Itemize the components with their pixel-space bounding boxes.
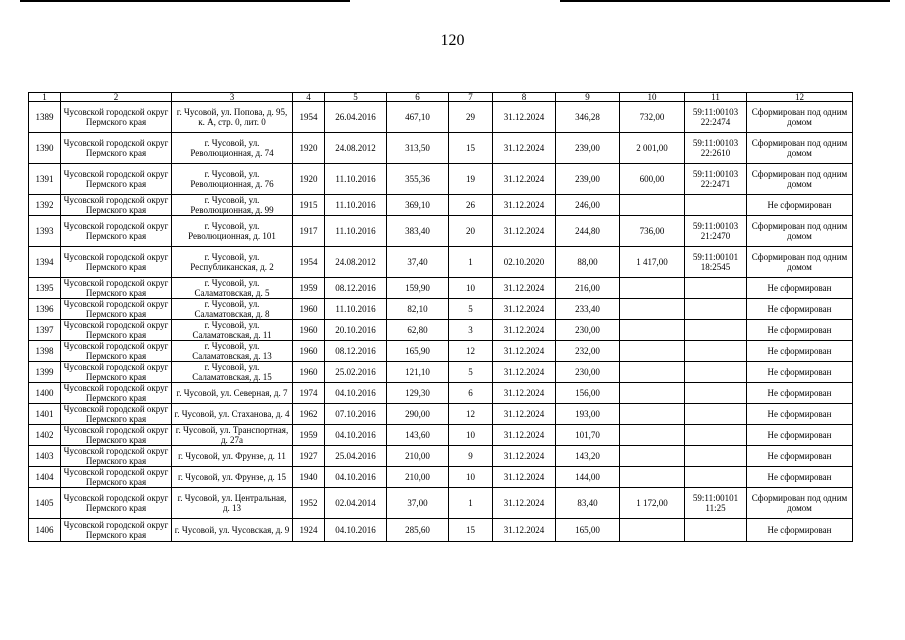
date-registered-cell: 02.04.2014 bbox=[325, 488, 387, 519]
year-built-cell: 1962 bbox=[293, 404, 325, 425]
owner-cell: Чусовской городской округ Пермского края bbox=[61, 425, 172, 446]
residents-cell: 20 bbox=[449, 216, 493, 247]
row-number-cell: 1390 bbox=[29, 133, 61, 164]
table-row bbox=[29, 341, 853, 362]
address-cell: г. Чусовой, ул. Саламатовская, д. 5 bbox=[172, 278, 293, 299]
land-area-cell: 1 172,00 bbox=[620, 488, 685, 519]
land-status-cell: Не сформирован bbox=[747, 299, 853, 320]
column-number-cell: 11 bbox=[685, 93, 747, 102]
total-area-cell: 210,00 bbox=[387, 467, 449, 488]
table-row bbox=[29, 320, 853, 341]
owner-cell: Чусовской городской округ Пермского края bbox=[61, 195, 172, 216]
table-row bbox=[29, 404, 853, 425]
total-area-cell: 37,40 bbox=[387, 247, 449, 278]
row-number-cell: 1389 bbox=[29, 102, 61, 133]
year-built-cell: 1954 bbox=[293, 247, 325, 278]
owner-cell: Чусовской городской округ Пермского края bbox=[61, 133, 172, 164]
land-area-cell: 732,00 bbox=[620, 102, 685, 133]
year-built-cell: 1974 bbox=[293, 383, 325, 404]
land-area-cell bbox=[620, 519, 685, 542]
address-cell: г. Чусовой, ул. Стаханова, д. 4 bbox=[172, 404, 293, 425]
cadastral-number-cell bbox=[685, 362, 747, 383]
land-area-cell bbox=[620, 299, 685, 320]
column-number-cell: 2 bbox=[61, 93, 172, 102]
planned-date-cell: 31.12.2024 bbox=[493, 341, 556, 362]
total-area-cell: 159,90 bbox=[387, 278, 449, 299]
total-area-cell: 285,60 bbox=[387, 519, 449, 542]
land-status-cell: Не сформирован bbox=[747, 362, 853, 383]
land-area-cell: 2 001,00 bbox=[620, 133, 685, 164]
living-area-cell: 216,00 bbox=[556, 278, 620, 299]
date-registered-cell: 24.08.2012 bbox=[325, 133, 387, 164]
land-status-cell: Не сформирован bbox=[747, 425, 853, 446]
column-number-cell: 7 bbox=[449, 93, 493, 102]
land-status-cell: Не сформирован bbox=[747, 519, 853, 542]
cadastral-number-cell bbox=[685, 341, 747, 362]
land-area-cell bbox=[620, 404, 685, 425]
land-status-cell: Сформирован под одним домом bbox=[747, 164, 853, 195]
address-cell: г. Чусовой, ул. Северная, д. 7 bbox=[172, 383, 293, 404]
top-rule-right bbox=[560, 0, 890, 2]
address-cell: г. Чусовой, ул. Революционная, д. 99 bbox=[172, 195, 293, 216]
residents-cell: 12 bbox=[449, 404, 493, 425]
residents-cell: 1 bbox=[449, 247, 493, 278]
page-number: 120 bbox=[440, 32, 465, 49]
year-built-cell: 1915 bbox=[293, 195, 325, 216]
owner-cell: Чусовской городской округ Пермского края bbox=[61, 446, 172, 467]
living-area-cell: 165,00 bbox=[556, 519, 620, 542]
row-number-cell: 1403 bbox=[29, 446, 61, 467]
cadastral-number-cell: 59:11:00101 11:25 bbox=[685, 488, 747, 519]
table-row bbox=[29, 519, 853, 542]
land-area-cell bbox=[620, 383, 685, 404]
column-number-cell: 6 bbox=[387, 93, 449, 102]
year-built-cell: 1927 bbox=[293, 446, 325, 467]
land-area-cell bbox=[620, 446, 685, 467]
living-area-cell: 239,00 bbox=[556, 133, 620, 164]
owner-cell: Чусовской городской округ Пермского края bbox=[61, 467, 172, 488]
land-status-cell: Сформирован под одним домом bbox=[747, 133, 853, 164]
living-area-cell: 233,40 bbox=[556, 299, 620, 320]
column-number-cell: 9 bbox=[556, 93, 620, 102]
year-built-cell: 1960 bbox=[293, 341, 325, 362]
owner-cell: Чусовской городской округ Пермского края bbox=[61, 164, 172, 195]
column-number-cell: 5 bbox=[325, 93, 387, 102]
residents-cell: 5 bbox=[449, 362, 493, 383]
row-number-cell: 1406 bbox=[29, 519, 61, 542]
cadastral-number-cell bbox=[685, 519, 747, 542]
owner-cell: Чусовской городской округ Пермского края bbox=[61, 519, 172, 542]
planned-date-cell: 31.12.2024 bbox=[493, 446, 556, 467]
planned-date-cell: 31.12.2024 bbox=[493, 102, 556, 133]
residents-cell: 3 bbox=[449, 320, 493, 341]
owner-cell: Чусовской городской округ Пермского края bbox=[61, 247, 172, 278]
planned-date-cell: 31.12.2024 bbox=[493, 404, 556, 425]
year-built-cell: 1959 bbox=[293, 425, 325, 446]
housing-registry-table bbox=[28, 92, 853, 542]
planned-date-cell: 31.12.2024 bbox=[493, 164, 556, 195]
land-status-cell: Не сформирован bbox=[747, 446, 853, 467]
residents-cell: 19 bbox=[449, 164, 493, 195]
land-status-cell: Не сформирован bbox=[747, 195, 853, 216]
table-body bbox=[29, 93, 853, 542]
living-area-cell: 246,00 bbox=[556, 195, 620, 216]
residents-cell: 29 bbox=[449, 102, 493, 133]
address-cell: г. Чусовой, ул. Республиканская, д. 2 bbox=[172, 247, 293, 278]
year-built-cell: 1954 bbox=[293, 102, 325, 133]
cadastral-number-cell: 59:11:00103 22:2610 bbox=[685, 133, 747, 164]
residents-cell: 10 bbox=[449, 467, 493, 488]
owner-cell: Чусовской городской округ Пермского края bbox=[61, 102, 172, 133]
date-registered-cell: 25.02.2016 bbox=[325, 362, 387, 383]
total-area-cell: 210,00 bbox=[387, 446, 449, 467]
residents-cell: 10 bbox=[449, 278, 493, 299]
row-number-cell: 1397 bbox=[29, 320, 61, 341]
table-row bbox=[29, 278, 853, 299]
land-area-cell bbox=[620, 278, 685, 299]
residents-cell: 10 bbox=[449, 425, 493, 446]
total-area-cell: 82,10 bbox=[387, 299, 449, 320]
living-area-cell: 143,20 bbox=[556, 446, 620, 467]
address-cell: г. Чусовой, ул. Транспортная, д. 27а bbox=[172, 425, 293, 446]
living-area-cell: 346,28 bbox=[556, 102, 620, 133]
land-status-cell: Не сформирован bbox=[747, 341, 853, 362]
land-area-cell bbox=[620, 195, 685, 216]
table-row bbox=[29, 133, 853, 164]
row-number-cell: 1392 bbox=[29, 195, 61, 216]
living-area-cell: 83,40 bbox=[556, 488, 620, 519]
table-row bbox=[29, 247, 853, 278]
land-area-cell bbox=[620, 341, 685, 362]
planned-date-cell: 31.12.2024 bbox=[493, 383, 556, 404]
table-row bbox=[29, 488, 853, 519]
planned-date-cell: 31.12.2024 bbox=[493, 519, 556, 542]
address-cell: г. Чусовой, ул. Революционная, д. 74 bbox=[172, 133, 293, 164]
row-number-cell: 1398 bbox=[29, 341, 61, 362]
residents-cell: 1 bbox=[449, 488, 493, 519]
planned-date-cell: 31.12.2024 bbox=[493, 320, 556, 341]
total-area-cell: 121,10 bbox=[387, 362, 449, 383]
row-number-cell: 1393 bbox=[29, 216, 61, 247]
column-number-cell: 3 bbox=[172, 93, 293, 102]
planned-date-cell: 31.12.2024 bbox=[493, 278, 556, 299]
owner-cell: Чусовской городской округ Пермского края bbox=[61, 299, 172, 320]
row-number-cell: 1404 bbox=[29, 467, 61, 488]
date-registered-cell: 11.10.2016 bbox=[325, 216, 387, 247]
land-area-cell: 1 417,00 bbox=[620, 247, 685, 278]
table-row bbox=[29, 195, 853, 216]
living-area-cell: 232,00 bbox=[556, 341, 620, 362]
address-cell: г. Чусовой, ул. Фрунзе, д. 11 bbox=[172, 446, 293, 467]
address-cell: г. Чусовой, ул. Попова, д. 95, к. А, стр. 0, лит. 0 bbox=[172, 102, 293, 133]
year-built-cell: 1960 bbox=[293, 320, 325, 341]
owner-cell: Чусовской городской округ Пермского края bbox=[61, 320, 172, 341]
cadastral-number-cell: 59:11:00101 18:2545 bbox=[685, 247, 747, 278]
column-number-cell: 12 bbox=[747, 93, 853, 102]
total-area-cell: 37,00 bbox=[387, 488, 449, 519]
owner-cell: Чусовской городской округ Пермского края bbox=[61, 278, 172, 299]
year-built-cell: 1960 bbox=[293, 362, 325, 383]
cadastral-number-cell: 59:11:00103 22:2474 bbox=[685, 102, 747, 133]
row-number-cell: 1400 bbox=[29, 383, 61, 404]
year-built-cell: 1959 bbox=[293, 278, 325, 299]
top-rule-left bbox=[20, 0, 350, 2]
land-status-cell: Сформирован под одним домом bbox=[747, 247, 853, 278]
row-number-cell: 1395 bbox=[29, 278, 61, 299]
date-registered-cell: 07.10.2016 bbox=[325, 404, 387, 425]
living-area-cell: 156,00 bbox=[556, 383, 620, 404]
land-area-cell bbox=[620, 362, 685, 383]
date-registered-cell: 04.10.2016 bbox=[325, 467, 387, 488]
row-number-cell: 1401 bbox=[29, 404, 61, 425]
residents-cell: 26 bbox=[449, 195, 493, 216]
residents-cell: 12 bbox=[449, 341, 493, 362]
cadastral-number-cell bbox=[685, 404, 747, 425]
total-area-cell: 165,90 bbox=[387, 341, 449, 362]
total-area-cell: 290,00 bbox=[387, 404, 449, 425]
row-number-cell: 1399 bbox=[29, 362, 61, 383]
column-number-cell: 10 bbox=[620, 93, 685, 102]
date-registered-cell: 08.12.2016 bbox=[325, 341, 387, 362]
table-row bbox=[29, 425, 853, 446]
year-built-cell: 1952 bbox=[293, 488, 325, 519]
cadastral-number-cell bbox=[685, 446, 747, 467]
row-number-cell: 1402 bbox=[29, 425, 61, 446]
address-cell: г. Чусовой, ул. Чусовская, д. 9 bbox=[172, 519, 293, 542]
address-cell: г. Чусовой, ул. Революционная, д. 76 bbox=[172, 164, 293, 195]
total-area-cell: 62,80 bbox=[387, 320, 449, 341]
date-registered-cell: 24.08.2012 bbox=[325, 247, 387, 278]
year-built-cell: 1917 bbox=[293, 216, 325, 247]
land-area-cell: 600,00 bbox=[620, 164, 685, 195]
planned-date-cell: 31.12.2024 bbox=[493, 216, 556, 247]
year-built-cell: 1960 bbox=[293, 299, 325, 320]
planned-date-cell: 31.12.2024 bbox=[493, 133, 556, 164]
table-row bbox=[29, 102, 853, 133]
total-area-cell: 355,36 bbox=[387, 164, 449, 195]
land-status-cell: Сформирован под одним домом bbox=[747, 216, 853, 247]
year-built-cell: 1924 bbox=[293, 519, 325, 542]
cadastral-number-cell: 59:11:00103 21:2470 bbox=[685, 216, 747, 247]
table-row bbox=[29, 467, 853, 488]
address-cell: г. Чусовой, ул. Фрунзе, д. 15 bbox=[172, 467, 293, 488]
column-number-cell: 4 bbox=[293, 93, 325, 102]
planned-date-cell: 31.12.2024 bbox=[493, 425, 556, 446]
land-area-cell: 736,00 bbox=[620, 216, 685, 247]
table-row bbox=[29, 216, 853, 247]
address-cell: г. Чусовой, ул. Революционная, д. 101 bbox=[172, 216, 293, 247]
planned-date-cell: 02.10.2020 bbox=[493, 247, 556, 278]
land-status-cell: Сформирован под одним домом bbox=[747, 488, 853, 519]
table-row bbox=[29, 299, 853, 320]
living-area-cell: 244,80 bbox=[556, 216, 620, 247]
table-row bbox=[29, 446, 853, 467]
date-registered-cell: 20.10.2016 bbox=[325, 320, 387, 341]
land-status-cell: Не сформирован bbox=[747, 383, 853, 404]
date-registered-cell: 08.12.2016 bbox=[325, 278, 387, 299]
row-number-cell: 1391 bbox=[29, 164, 61, 195]
total-area-cell: 313,50 bbox=[387, 133, 449, 164]
address-cell: г. Чусовой, ул. Саламатовская, д. 8 bbox=[172, 299, 293, 320]
living-area-cell: 88,00 bbox=[556, 247, 620, 278]
living-area-cell: 101,70 bbox=[556, 425, 620, 446]
owner-cell: Чусовской городской округ Пермского края bbox=[61, 216, 172, 247]
planned-date-cell: 31.12.2024 bbox=[493, 362, 556, 383]
total-area-cell: 467,10 bbox=[387, 102, 449, 133]
living-area-cell: 144,00 bbox=[556, 467, 620, 488]
year-built-cell: 1920 bbox=[293, 133, 325, 164]
address-cell: г. Чусовой, ул. Центральная, д. 13 bbox=[172, 488, 293, 519]
owner-cell: Чусовской городской округ Пермского края bbox=[61, 362, 172, 383]
date-registered-cell: 25.04.2016 bbox=[325, 446, 387, 467]
year-built-cell: 1940 bbox=[293, 467, 325, 488]
planned-date-cell: 31.12.2024 bbox=[493, 467, 556, 488]
land-area-cell bbox=[620, 467, 685, 488]
year-built-cell: 1920 bbox=[293, 164, 325, 195]
residents-cell: 9 bbox=[449, 446, 493, 467]
table-row bbox=[29, 383, 853, 404]
table-row bbox=[29, 362, 853, 383]
residents-cell: 15 bbox=[449, 133, 493, 164]
column-number-header-row bbox=[29, 93, 853, 102]
land-status-cell: Не сформирован bbox=[747, 320, 853, 341]
row-number-cell: 1394 bbox=[29, 247, 61, 278]
land-status-cell: Не сформирован bbox=[747, 278, 853, 299]
column-number-cell: 8 bbox=[493, 93, 556, 102]
cadastral-number-cell bbox=[685, 383, 747, 404]
residents-cell: 15 bbox=[449, 519, 493, 542]
owner-cell: Чусовской городской округ Пермского края bbox=[61, 341, 172, 362]
planned-date-cell: 31.12.2024 bbox=[493, 299, 556, 320]
date-registered-cell: 11.10.2016 bbox=[325, 299, 387, 320]
total-area-cell: 383,40 bbox=[387, 216, 449, 247]
owner-cell: Чусовской городской округ Пермского края bbox=[61, 488, 172, 519]
total-area-cell: 129,30 bbox=[387, 383, 449, 404]
land-status-cell: Сформирован под одним домом bbox=[747, 102, 853, 133]
residents-cell: 5 bbox=[449, 299, 493, 320]
planned-date-cell: 31.12.2024 bbox=[493, 195, 556, 216]
date-registered-cell: 04.10.2016 bbox=[325, 425, 387, 446]
owner-cell: Чусовской городской округ Пермского края bbox=[61, 383, 172, 404]
living-area-cell: 239,00 bbox=[556, 164, 620, 195]
living-area-cell: 230,00 bbox=[556, 320, 620, 341]
total-area-cell: 143,60 bbox=[387, 425, 449, 446]
residents-cell: 6 bbox=[449, 383, 493, 404]
address-cell: г. Чусовой, ул. Саламатовская, д. 15 bbox=[172, 362, 293, 383]
date-registered-cell: 11.10.2016 bbox=[325, 195, 387, 216]
address-cell: г. Чусовой, ул. Саламатовская, д. 13 bbox=[172, 341, 293, 362]
owner-cell: Чусовской городской округ Пермского края bbox=[61, 404, 172, 425]
date-registered-cell: 11.10.2016 bbox=[325, 164, 387, 195]
cadastral-number-cell bbox=[685, 299, 747, 320]
planned-date-cell: 31.12.2024 bbox=[493, 488, 556, 519]
date-registered-cell: 04.10.2016 bbox=[325, 519, 387, 542]
land-area-cell bbox=[620, 425, 685, 446]
cadastral-number-cell bbox=[685, 320, 747, 341]
cadastral-number-cell bbox=[685, 425, 747, 446]
address-cell: г. Чусовой, ул. Саламатовская, д. 11 bbox=[172, 320, 293, 341]
land-status-cell: Не сформирован bbox=[747, 467, 853, 488]
date-registered-cell: 26.04.2016 bbox=[325, 102, 387, 133]
cadastral-number-cell bbox=[685, 278, 747, 299]
cadastral-number-cell bbox=[685, 467, 747, 488]
cadastral-number-cell: 59:11:00103 22:2471 bbox=[685, 164, 747, 195]
column-number-cell: 1 bbox=[29, 93, 61, 102]
land-status-cell: Не сформирован bbox=[747, 404, 853, 425]
table-row bbox=[29, 164, 853, 195]
row-number-cell: 1396 bbox=[29, 299, 61, 320]
living-area-cell: 230,00 bbox=[556, 362, 620, 383]
living-area-cell: 193,00 bbox=[556, 404, 620, 425]
land-area-cell bbox=[620, 320, 685, 341]
cadastral-number-cell bbox=[685, 195, 747, 216]
total-area-cell: 369,10 bbox=[387, 195, 449, 216]
date-registered-cell: 04.10.2016 bbox=[325, 383, 387, 404]
row-number-cell: 1405 bbox=[29, 488, 61, 519]
